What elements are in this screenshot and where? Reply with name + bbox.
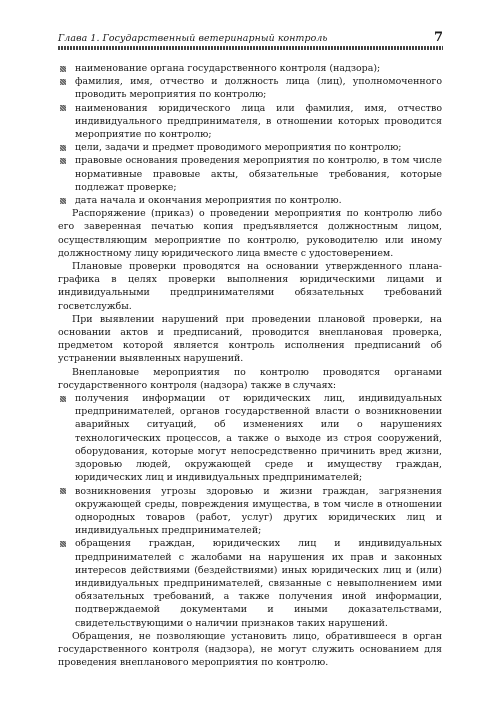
- bullet-square-icon: [60, 488, 66, 494]
- bullet-square-icon: [60, 145, 66, 151]
- bullet-square-icon: [60, 198, 66, 204]
- bullet-square-icon: [60, 541, 66, 547]
- bullet-square-icon: [60, 66, 66, 72]
- paragraph-order-presentation: Распоряжение (приказ) о проведении мероприятия по контролю либо его заверенная печатью копия предъявляется должностным лицом, осуществляющим мероприятие по контролю, руководителю или иному должностному лицу юридического лица вместе с удостоверением.: [58, 208, 442, 259]
- bullet-square-icon: [60, 79, 66, 85]
- page-body: [58, 62, 442, 669]
- bullet-square-icon: [60, 105, 66, 111]
- chapter-title: Глава 1. Государственный ветеринарный контроль: [58, 33, 328, 44]
- bullet-square-icon: [60, 396, 66, 402]
- paragraph-anonymous-appeals: Обращения, не позволяющие установить лицо, обратившееся в орган государственного контроля (надзора), не могут служить основанием для проведения внепланового мероприятия по контролю.: [58, 630, 442, 669]
- list-item: цели, задачи и предмет проводимого мероприятия по контролю;: [58, 141, 442, 154]
- list-item: обращения граждан, юридических лиц и индивидуальных предпринимателей с жалобами на нарушения их прав и законных интересов действиями (бездействиями) иных юридических лиц и (или) индивидуальных предпринимателей, связанные с невыполнением ими обязательных требований, а также получения иной информации, подтверждаемой документами и иными доказательствами, свидетельствующими о наличии признаков таких нарушений.: [58, 537, 442, 629]
- list-item: наименования юридического лица или фамилия, имя, отчество индивидуального предпринимателя, в отношении которых проводится мероприятие по контролю;: [58, 102, 442, 142]
- list-item: получения информации от юридических лиц, индивидуальных предпринимателей, органов государственной власти о возникновении аварийных ситуаций, об изменениях или о нарушениях технологических процессов, а также о выходе из строя сооружений, оборудования, которые могут непосредственно причинить вред жизни, здоровью людей, окружающей среде и имуществу граждан, юридических лиц и индивидуальных предпринимателей;: [58, 392, 442, 484]
- paragraph-unscheduled-cases-intro: Внеплановые мероприятия по контролю проводятся органами государственного контроля (надзора) также в случаях:: [58, 366, 442, 391]
- list-item: фамилия, имя, отчество и должность лица (лиц), уполномоченного проводить мероприятия по контролю;: [58, 75, 442, 101]
- paragraph-planned-inspections: Плановые проверки проводятся на основании утвержденного плана-графика в целях проверки выполнения юридическими лицами и индивидуальными предпринимателями обязательных требований госветслужбы.: [58, 261, 442, 312]
- paragraph-unscheduled-inspection: При выявлении нарушений при проведении плановой проверки, на основании актов и предписаний, проводится внеплановая проверка, предметом которой является контроль исполнения предписаний об устранении выявленных нарушений.: [58, 313, 442, 365]
- bullet-list-unscheduled-cases: [58, 392, 442, 630]
- page-number: 7: [433, 30, 443, 45]
- list-item: возникновения угрозы здоровью и жизни граждан, загрязнения окружающей среды, повреждения имущества, в том числе в отношении однородных товаров (работ, услуг) других юридических лиц и индивидуальных предпринимателей;: [58, 485, 442, 538]
- list-item: правовые основания проведения мероприятия по контролю, в том числе нормативные правовые акты, обязательные требования, которые подлежат проверке;: [58, 154, 442, 194]
- bullet-square-icon: [60, 158, 66, 164]
- header-rule: [58, 46, 443, 50]
- list-item: наименование органа государственного контроля (надзора);: [58, 62, 442, 75]
- bullet-list-order-contents: [58, 62, 442, 207]
- list-item: дата начала и окончания мероприятия по контролю.: [58, 194, 442, 207]
